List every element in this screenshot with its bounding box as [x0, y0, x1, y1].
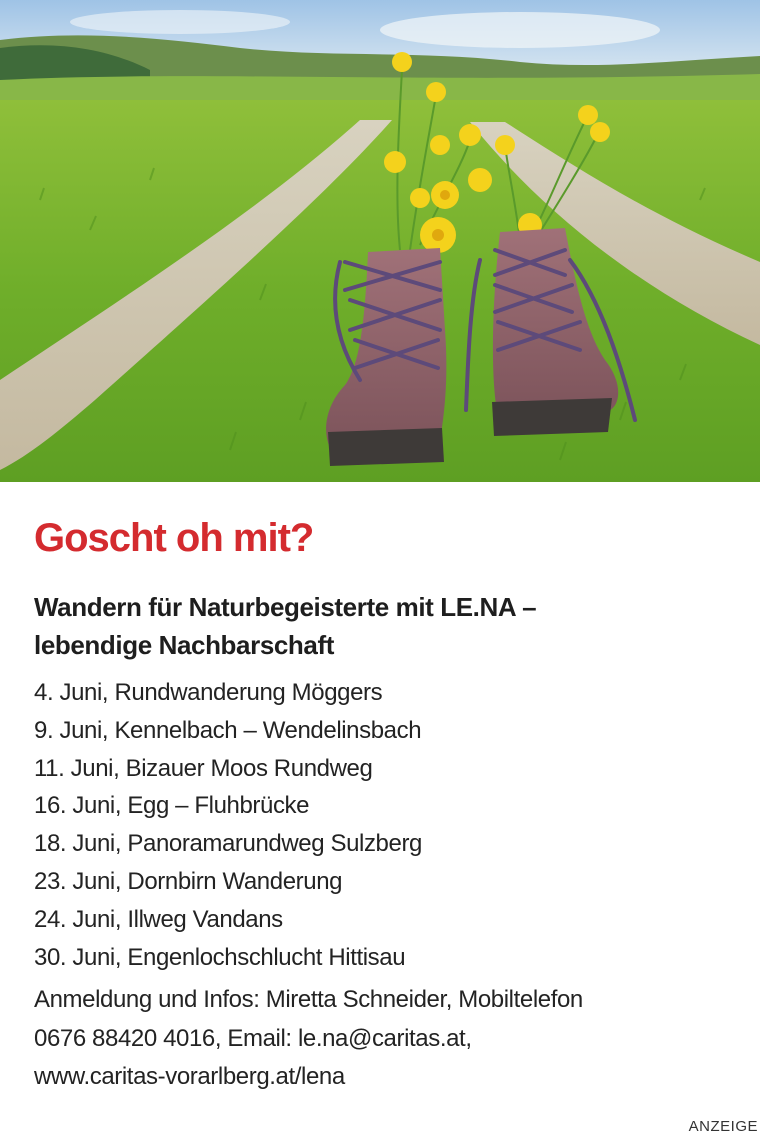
event-item: 30. Juni, Engenlochschlucht Hittisau: [34, 943, 406, 971]
event-item: 23. Juni, Dornbirn Wanderung: [34, 867, 343, 895]
subtitle-line-2: lebendige Nachbarschaft: [34, 630, 334, 660]
subtitle: [34, 588, 734, 664]
event-item: 9. Juni, Kennelbach – Wendelinsbach: [34, 716, 422, 744]
event-item: 24. Juni, Illweg Vandans: [34, 905, 283, 933]
event-item: 11. Juni, Bizauer Moos Rundweg: [34, 754, 373, 782]
hero-photo: [0, 0, 760, 482]
event-list: [34, 674, 734, 976]
contact-line-3: www.caritas-vorarlberg.at/lena: [34, 1063, 345, 1091]
event-item: 18. Juni, Panoramarundweg Sulzberg: [34, 830, 422, 858]
headline: Goscht oh mit?: [34, 516, 314, 560]
event-item: 4. Juni, Rundwanderung Möggers: [34, 679, 383, 706]
subtitle-line-1: Wandern für Naturbegeisterte mit LE.NA –: [34, 592, 537, 622]
contact-info: [34, 981, 734, 1097]
announcement-content: [34, 510, 734, 1097]
contact-line-2: 0676 88420 4016, Email: le.na@caritas.at,: [34, 1024, 472, 1052]
contact-line-1: Anmeldung und Infos: Miretta Schneider, Mobiltelefon: [34, 986, 583, 1014]
ad-label: ANZEIGE: [688, 1118, 758, 1135]
event-item: 16. Juni, Egg – Fluhbrücke: [34, 792, 310, 820]
